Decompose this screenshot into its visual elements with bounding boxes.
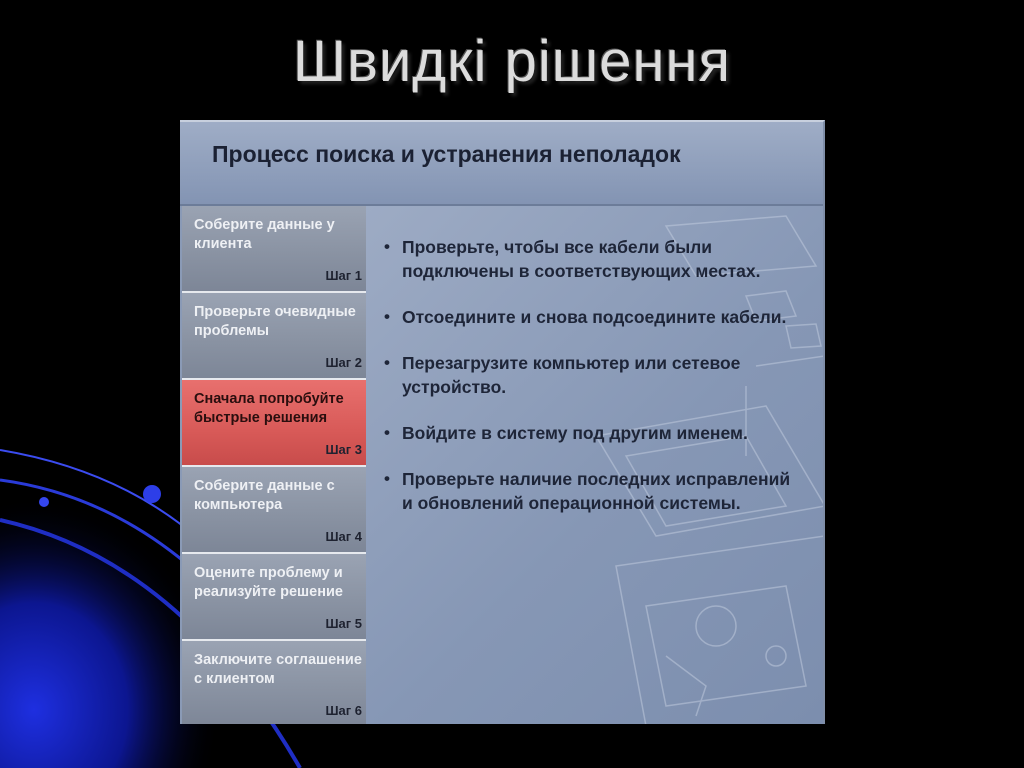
step-1-label: Шаг 1 (325, 268, 362, 283)
step-5-label: Шаг 5 (325, 616, 362, 631)
step-2-text: Проверьте очевидные проблемы (194, 304, 356, 339)
slide-title: Швидкі рішення (293, 29, 731, 94)
bullet-item: • Проверьте наличие последних исправлений и обновлений операционной системы. (380, 467, 800, 515)
step-2-label: Шаг 2 (325, 355, 362, 370)
bullet-item: • Войдите в систему под другим именем. (380, 421, 800, 445)
step-3-label: Шаг 3 (325, 442, 362, 457)
panel-header (180, 122, 823, 206)
troubleshooting-panel (180, 120, 825, 724)
panel-title: Процесс поиска и устранения неполадок (212, 141, 681, 167)
bullet-item: • Проверьте, чтобы все кабели были подключены в соответствующих местах. (380, 235, 800, 283)
step-3-text: Сначала попробуйте быстрые решения (194, 391, 344, 426)
step-4-label: Шаг 4 (325, 529, 362, 544)
step-4[interactable] (182, 467, 366, 554)
bullet-list (380, 235, 800, 537)
step-6-label: Шаг 6 (325, 703, 362, 718)
step-1[interactable] (182, 206, 366, 293)
bullet-item: • Перезагрузите компьютер или сетевое устройство. (380, 351, 800, 399)
step-5[interactable] (182, 554, 366, 641)
step-5-text: Оцените проблему и реализуйте решение (194, 565, 343, 600)
bullet-item: • Отсоедините и снова подсоедините кабели. (380, 305, 800, 329)
step-2[interactable] (182, 293, 366, 380)
step-6[interactable] (182, 641, 366, 724)
steps-column (182, 206, 366, 724)
step-1-text: Соберите данные у клиента (194, 217, 335, 252)
step-3-active[interactable] (182, 380, 366, 467)
step-4-text: Соберите данные с компьютера (194, 478, 335, 513)
step-6-text: Заключите соглашение с клиентом (194, 652, 362, 687)
